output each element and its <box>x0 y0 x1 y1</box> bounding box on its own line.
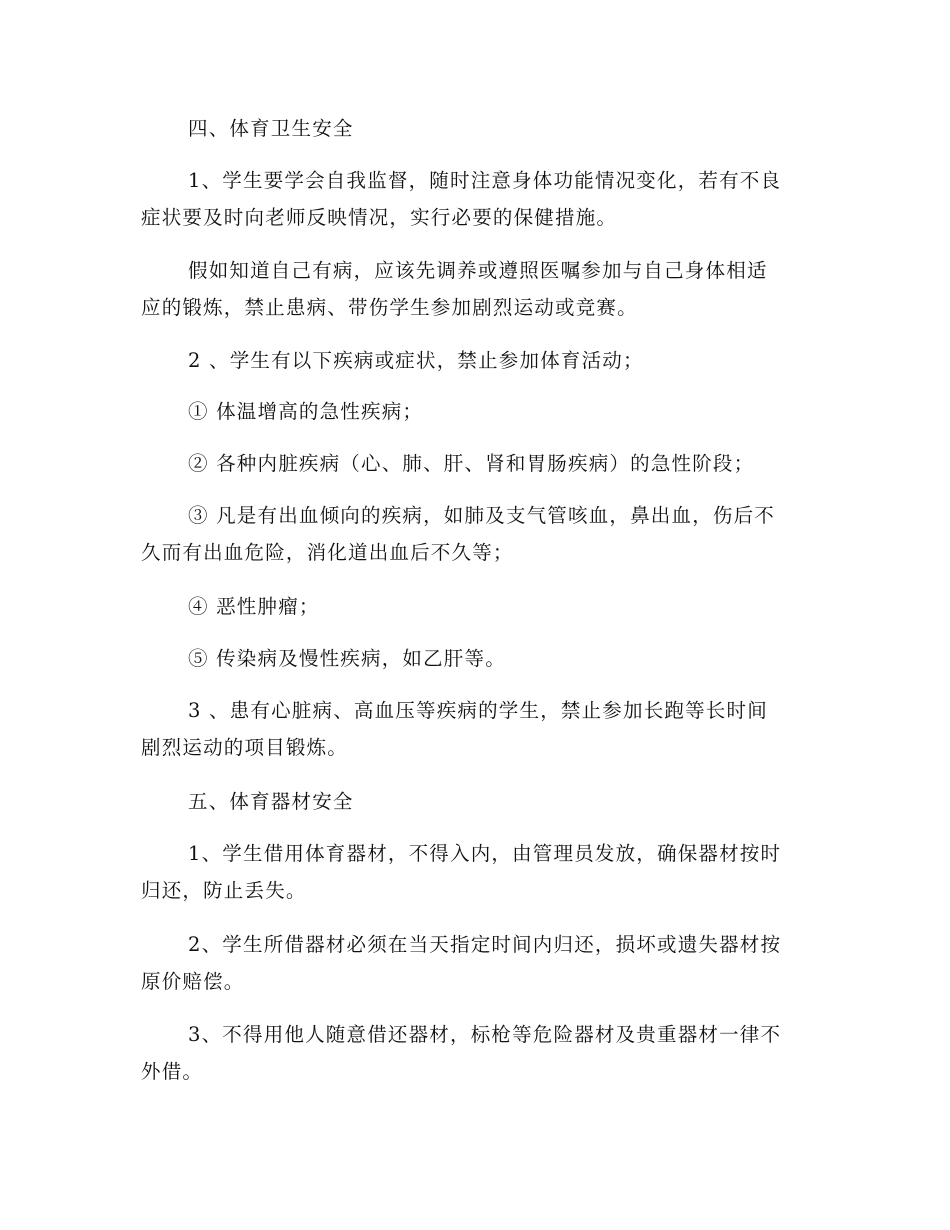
text-line: 应的锻炼，禁止患病、带伤学生参加剧烈运动或竞赛。 <box>141 296 638 319</box>
text-line: ④ 恶性肿瘤； <box>188 595 320 618</box>
list-item-malignant-tumor <box>141 588 809 625</box>
text-line: 2、学生所借器材必须在当天指定时间内归还，损坏或遗失器材按 <box>188 933 782 956</box>
paragraph-self-monitoring <box>141 162 809 236</box>
text-line: 假如知道自己有病，应该先调养或遵照医嘱参加与自己身体相适 <box>188 259 768 282</box>
text-line: 五、体育器材安全 <box>188 790 354 813</box>
paragraph-no-lending <box>141 1016 809 1090</box>
paragraph-prohibited-conditions <box>141 342 809 379</box>
text-line: ① 体温增高的急性疾病； <box>188 400 424 423</box>
text-line: 四、体育卫生安全 <box>188 117 354 140</box>
text-line: 剧烈运动的项目锻炼。 <box>141 736 349 759</box>
text-line: 3、不得用他人随意借还器材，标枪等危险器材及贵重器材一律不 <box>188 1023 782 1046</box>
text-line: ⑤ 传染病及慢性疾病，如乙肝等。 <box>188 647 506 670</box>
text-line: 归还，防止丢失。 <box>141 879 307 902</box>
text-line: 症状要及时向老师反映情况，实行必要的保健措施。 <box>141 206 618 229</box>
text-line: 原价赔偿。 <box>141 970 245 993</box>
text-line: 2 、学生有以下疾病或症状，禁止参加体育活动； <box>188 349 644 372</box>
heading-equipment-safety <box>141 783 809 820</box>
text-line: ② 各种内脏疾病（心、肺、肝、肾和胃肠疾病）的急性阶段； <box>188 452 755 475</box>
list-item-visceral-disease <box>141 445 809 482</box>
text-line: 1、学生要学会自我监督，随时注意身体功能情况变化，若有不良 <box>188 169 782 192</box>
list-item-fever <box>141 393 809 430</box>
text-line: 外借。 <box>141 1060 204 1083</box>
paragraph-heart-disease <box>141 692 809 766</box>
text-line: 久而有出血危险，消化道出血后不久等； <box>141 541 514 564</box>
text-line: ③ 凡是有出血倾向的疾病，如肺及支气管咳血，鼻出血，伤后不 <box>188 504 775 527</box>
text-line: 3 、患有心脏病、高血压等疾病的学生，禁止参加长跑等长时间 <box>188 699 768 722</box>
heading-sports-hygiene-safety <box>141 110 809 147</box>
text-line: 1、学生借用体育器材，不得入内，由管理员发放，确保器材按时 <box>188 842 782 865</box>
paragraph-borrowing-equipment <box>141 835 809 909</box>
paragraph-return-equipment <box>141 926 809 1000</box>
paragraph-illness-exercise <box>141 252 809 326</box>
list-item-infectious-disease <box>141 640 809 677</box>
list-item-bleeding <box>141 497 809 571</box>
